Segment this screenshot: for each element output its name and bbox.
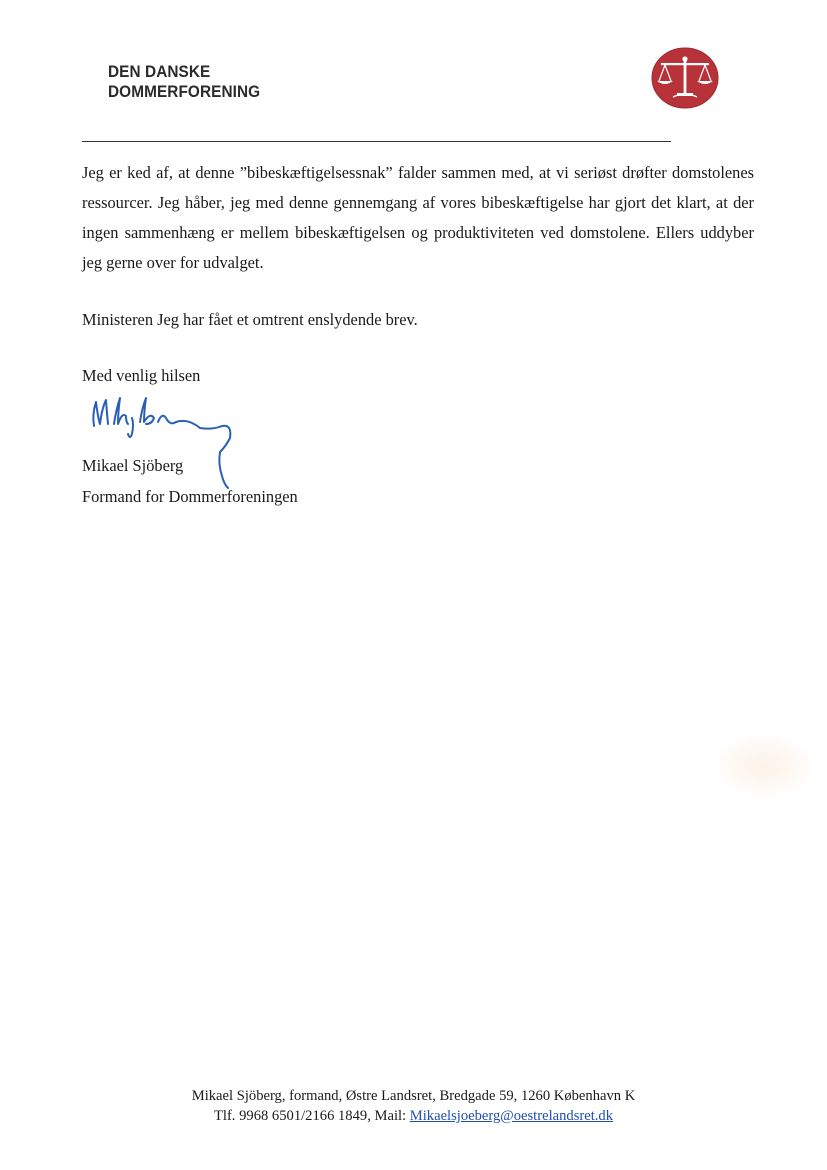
organization-name-line2: DOMMERFORENING [108, 83, 261, 101]
footer-address: Mikael Sjöberg, formand, Østre Landsret, Bredgade 59, 1260 København K [191, 1088, 636, 1104]
header-divider [82, 141, 671, 142]
organization-name-line1: DEN DANSKE [108, 63, 211, 81]
scales-of-justice-logo [651, 47, 719, 109]
footer [0, 1086, 827, 1126]
footer-contact [0, 1106, 827, 1126]
body-paragraph-2: Ministeren Jeg har fået et omtrent enslydende brev. [82, 310, 418, 329]
body-paragraph-1: Jeg er ked af, at denne ”bibeskæftigelsessnak” falder sammen med, at vi seriøst drøfter domstolenes ressourcer. Jeg håber, jeg med denne gennemgang af vores bibeskæftigelse har gjort det klart, at der ingen sammenhæng er mellem bibeskæftigelsen og produktiviteten ved domstolene. Ellers uddyber jeg gerne over for udvalget. [82, 163, 754, 272]
footer-phone: Tlf. 9968 6501/2166 1849, Mail: [213, 1108, 410, 1124]
signatory-title: Formand for Dommerforeningen [82, 487, 298, 506]
closing-salutation: Med venlig hilsen [82, 366, 201, 385]
signatory-name: Mikael Sjöberg [82, 456, 184, 475]
organization-name [108, 62, 260, 102]
email-link[interactable]: Mikaelsjoeberg@oestrelandsret.dk [409, 1108, 614, 1124]
paper-stain [716, 735, 812, 797]
